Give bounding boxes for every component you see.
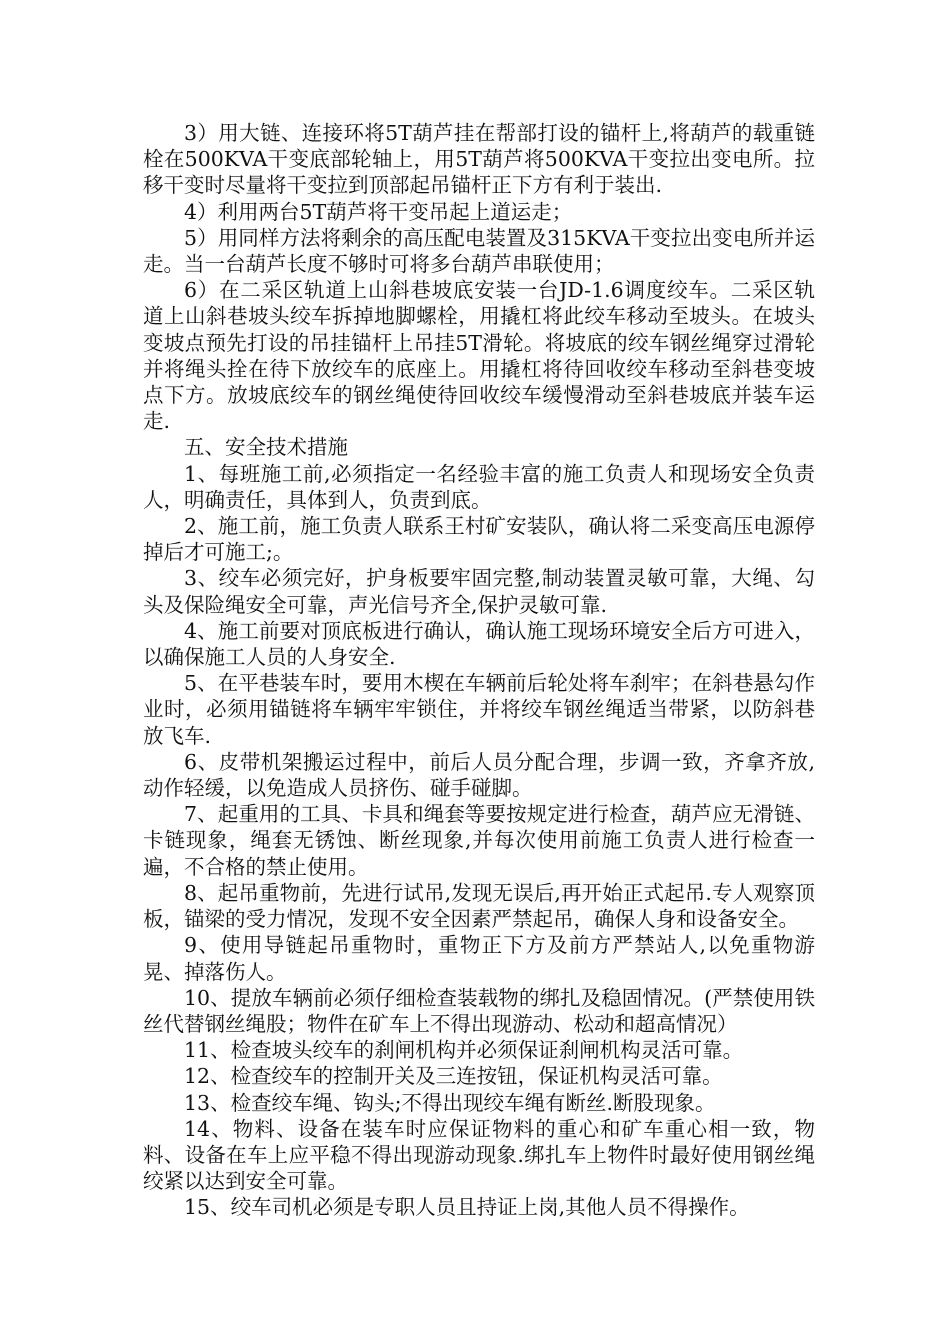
paragraph: 1、每班施工前,必须指定一名经验丰富的施工负责人和现场安全负责人，明确责任，具体到人，负责到底。 — [143, 461, 815, 512]
paragraph: 4）利用两台5T葫芦将干变吊起上道运走； — [184, 199, 573, 224]
paragraph: 5、在平巷装车时，要用木楔在车辆前后轮处将车刹牢；在斜巷悬勾作业时，必须用锚链将车辆牢牢锁住，并将绞车钢丝绳适当带紧，以防斜巷放飞车. — [143, 671, 815, 748]
paragraph: 10、提放车辆前必须仔细检查装载物的绑扎及稳固情况。(严禁使用铁丝代替钢丝绳股；物件在矿车上不得出现游动、松动和超高情况） — [143, 985, 815, 1036]
paragraph: 9、使用导链起吊重物时，重物正下方及前方严禁站人,以免重物游晃、掉落伤人。 — [143, 933, 815, 984]
paragraph: 6、皮带机架搬运过程中，前后人员分配合理，步调一致，齐拿齐放,动作轻缓，以免造成人员挤伤、碰手碰脚。 — [143, 749, 815, 801]
paragraph: 12、检查绞车的控制开关及三连按钮，保证机构灵活可靠。 — [184, 1064, 723, 1089]
paragraph: 3、绞车必须完好，护身板要牢固完整,制动装置灵敏可靠，大绳、勾头及保险绳安全可靠，声光信号齐全,保护灵敏可靠. — [143, 566, 815, 617]
paragraph: 13、检查绞车绳、钩头;不得出现绞车绳有断丝.断股现象。 — [184, 1090, 716, 1115]
document-body — [143, 120, 815, 1221]
paragraph: 15、绞车司机必须是专职人员且持证上岗,其他人员不得操作。 — [184, 1195, 750, 1220]
paragraph: 5）用同样方法将剩余的高压配电装置及315KVA干变拉出变电所并运走。当一台葫芦长度不够时可将多台葫芦串联使用； — [143, 225, 815, 277]
paragraph: 14、物料、设备在装车时应保证物料的重心和矿车重心相一致，物料、设备在车上应平稳不得出现游动现象.绑扎车上物件时最好使用钢丝绳绞紧以达到安全可靠。 — [143, 1116, 815, 1194]
section-heading: 五、安全技术措施 — [184, 435, 348, 460]
paragraph: 8、起吊重物前，先进行试吊,发现无误后,再开始正式起吊.专人观察顶板，锚梁的受力情况，发现不安全因素严禁起吊，确保人身和设备安全。 — [143, 880, 815, 932]
paragraph: 3）用大链、连接环将5T葫芦挂在帮部打设的锚杆上,将葫芦的载重链栓在500KVA干变底部轮轴上，用5T葫芦将500KVA干变拉出变电所。拉移干变时尽量将干变拉到顶部起吊锚杆正下方有利于装出. — [143, 121, 815, 198]
paragraph: 7、起重用的工具、卡具和绳套等要按规定进行检查，葫芦应无滑链、卡链现象，绳套无锈蚀、断丝现象,并每次使用前施工负责人进行检查一遍，不合格的禁止使用。 — [143, 802, 815, 879]
paragraph: 2、施工前，施工负责人联系王村矿安装队，确认将二采变高压电源停掉后才可施工;。 — [143, 514, 815, 565]
paragraph: 4、施工前要对顶底板进行确认，确认施工现场环境安全后方可进入，以确保施工人员的人身安全. — [143, 618, 815, 670]
paragraph: 6）在二采区轨道上山斜巷坡底安装一台JD-1.6调度绞车。二采区轨道上山斜巷坡头绞车拆掉地脚螺栓，用撬杠将此绞车移动至坡头。在坡头变坡点预先打设的吊挂锚杆上吊挂5T滑轮。将坡底的绞车钢丝绳穿过滑轮并将绳头拴在待下放绞车的底座上。用撬杠将待回收绞车移动至斜巷变坡点下方。放坡底绞车的钢丝绳使待回收绞车缓慢滑动至斜巷坡底并装车运走. — [143, 278, 815, 434]
paragraph: 11、检查坡头绞车的刹闸机构并必须保证刹闸机构灵活可靠。 — [184, 1038, 744, 1063]
